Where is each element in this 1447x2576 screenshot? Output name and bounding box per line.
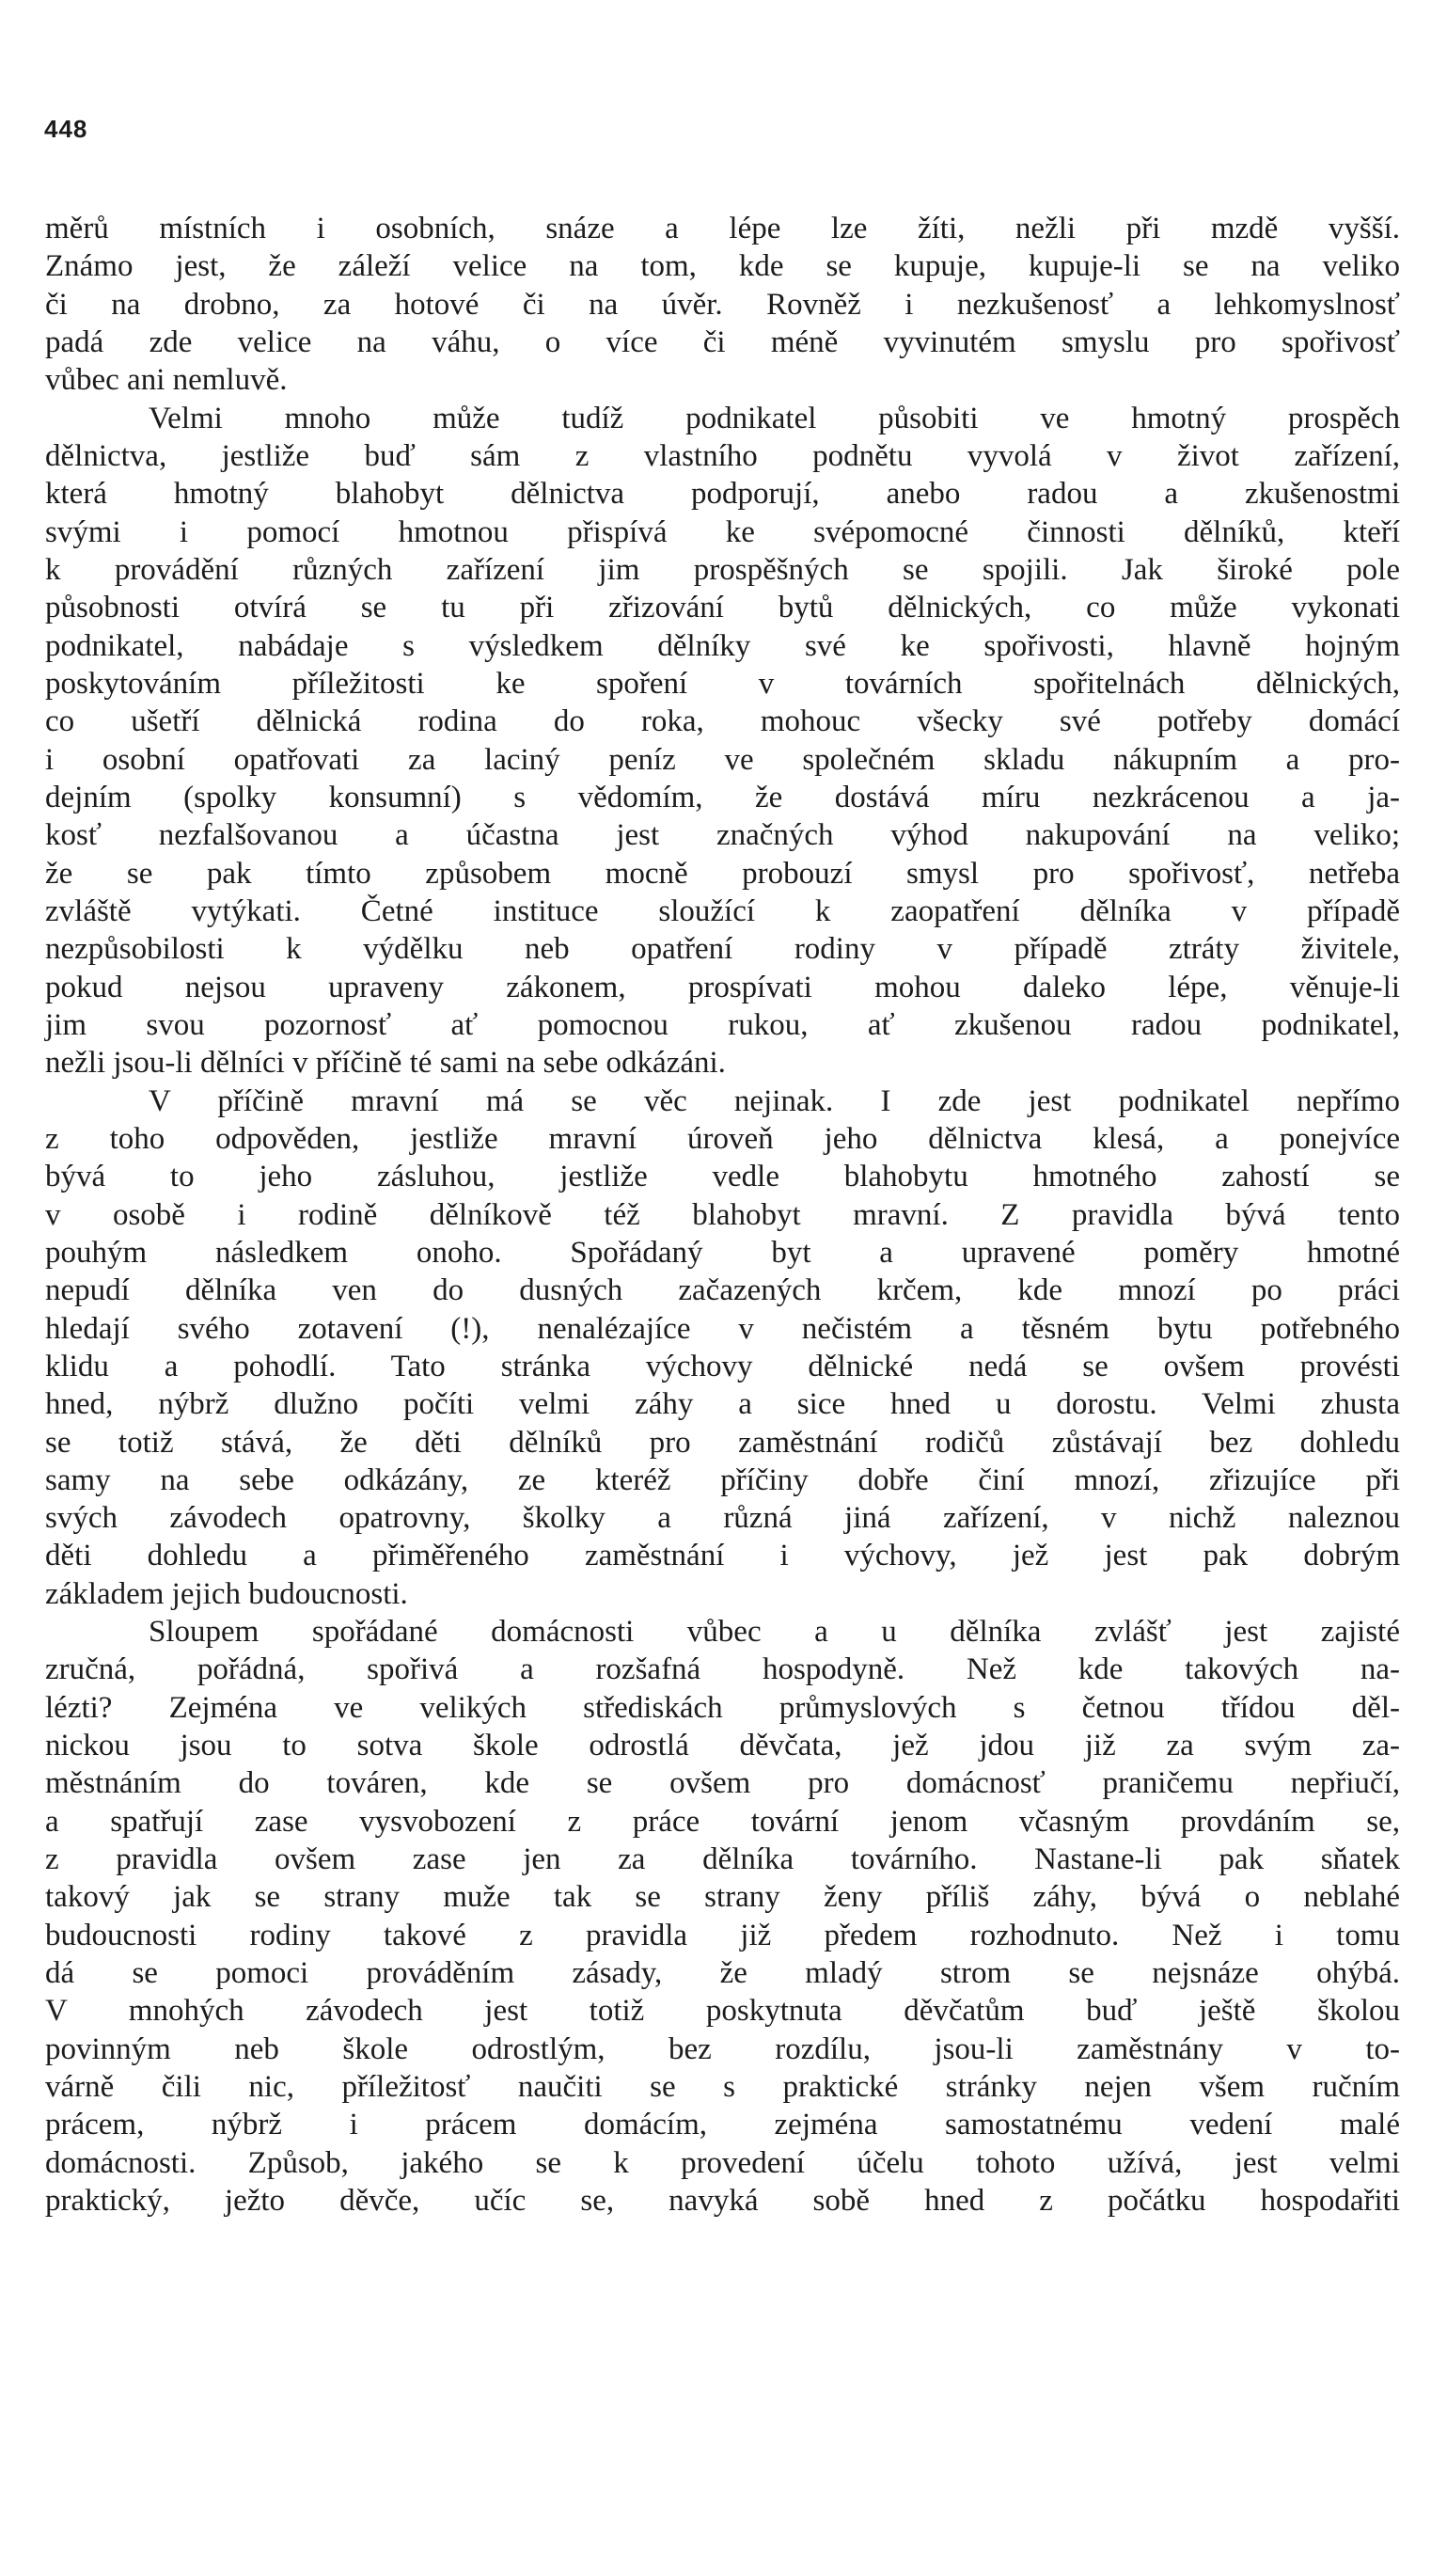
text-line: v osobě i rodině dělníkově též blahobyt mravní. Z pravidla bývá tento (45, 1197, 1400, 1232)
text-line: hned, nýbrž dlužno počíti velmi záhy a sice hned u dorostu. Velmi zhusta (45, 1387, 1400, 1422)
text-line: se totiž stává, že děti dělníků pro zaměstnání rodičů zůstávají bez dohledu (45, 1425, 1400, 1460)
text-line: zvláště vytýkati. Četné instituce sloužící k zaopatření dělníka v případě (45, 893, 1400, 928)
text-line: klidu a pohodlí. Tato stránka výchovy dělnické nedá se ovšem provésti (45, 1349, 1400, 1383)
text-line: nickou jsou to sotva škole odrostlá děvčata, jež jdou již za svým za- (45, 1729, 1400, 1763)
text-line: a spatřují zase vysvobození z práce tovární jenom včasným provdáním se, (45, 1804, 1400, 1839)
text-line: svých závodech opatrovny, školky a různá jiná zařízení, v nichž naleznou (45, 1501, 1400, 1536)
text-line: vůbec ani nemluvě. (45, 363, 288, 398)
text-line: várně čili nic, příležitosť naučiti se s praktické stránky nejen všem ručním (45, 2070, 1400, 2105)
paragraph (45, 400, 1400, 1083)
text-line: lézti? Zejména ve velikých střediskách průmyslových s četnou třídou děl- (45, 1690, 1400, 1725)
text-line: i osobní opatřovati za laciný peníz ve společném skladu nákupním a pro- (45, 742, 1400, 777)
text-line: budoucnosti rodiny takové z pravidla již předem rozhodnuto. Než i tomu (45, 1918, 1400, 1952)
text-line: dejním (spolky konsumní) s vědomím, že dostává míru nezkrácenou a ja- (45, 780, 1400, 814)
text-line: pouhým následkem onoho. Spořádaný byt a upravené poměry hmotné (45, 1235, 1400, 1270)
text-line: z toho odpověden, jestliže mravní úroveň jeho dělnictva klesá, a ponejvíce (45, 1121, 1400, 1156)
text-line: svými i pomocí hmotnou přispívá ke svépomocné činnosti dělníků, kteří (45, 514, 1400, 549)
text-line: či na drobno, za hotové či na úvěr. Rovněž i nezkušenosť a lehkomyslnosť (45, 287, 1400, 322)
text-line: co ušetří dělnická rodina do roka, mohouc všecky své potřeby domácí (45, 704, 1400, 739)
text-line: nežli jsou-li dělníci v příčině té sami na sebe odkázáni. (45, 1046, 726, 1081)
paragraph (45, 210, 1400, 400)
paragraph (45, 1083, 1400, 1614)
text-line: Sloupem spořádané domácnosti vůbec a u dělníka zvlášť jest zajisté (149, 1615, 1400, 1650)
text-line: nepudí dělníka ven do dusných začazených krčem, kde mnozí po práci (45, 1273, 1400, 1308)
text-line: domácnosti. Způsob, jakého se k provedení účelu tohoto užívá, jest velmi (45, 2145, 1400, 2180)
text-line: hledají svého zotavení (!), nenalézajíce v nečistém a těsném bytu potřebného (45, 1311, 1400, 1346)
text-line: působnosti otvírá se tu při zřizování bytů dělnických, co může vykonati (45, 591, 1400, 625)
text-line: kosť nezfalšovanou a účastna jest značných výhod nakupování na veliko; (45, 818, 1400, 853)
text-line: praktický, ježto děvče, učíc se, navyká sobě hned z počátku hospodařiti (45, 2184, 1400, 2219)
text-line: Velmi mnoho může tudíž podnikatel působiti ve hmotný prospěch (149, 401, 1400, 435)
text-line: Známo jest, že záleží velice na tom, kde se kupuje, kupuje-li se na veliko (45, 249, 1400, 284)
text-line: dělnictva, jestliže buď sám z vlastního podnětu vyvolá v život zařízení, (45, 438, 1400, 473)
text-line: padá zde velice na váhu, o více či méně vyvinutém smyslu pro spořivosť (45, 324, 1400, 359)
text-line: děti dohledu a přiměřeného zaměstnání i výchovy, jež jest pak dobrým (45, 1539, 1400, 1573)
text-line: podnikatel, nabádaje s výsledkem dělníky své ke spořivosti, hlavně hojným (45, 628, 1400, 663)
body-text (45, 210, 1400, 2220)
text-line: poskytováním příležitosti ke spoření v továrních spořitelnách dělnických, (45, 666, 1400, 701)
text-line: z pravidla ovšem zase jen za dělníka továrního. Nastane-li pak sňatek (45, 1842, 1400, 1877)
text-line: že se pak tímto způsobem mocně probouzí smysl pro spořivosť, netřeba (45, 856, 1400, 891)
text-line: povinným neb škole odrostlým, bez rozdílu, jsou-li zaměstnány v to- (45, 2031, 1400, 2066)
text-line: bývá to jeho zásluhou, jestliže vedle blahobytu hmotného zahostí se (45, 1160, 1400, 1194)
paragraph (45, 1613, 1400, 2220)
text-line: zručná, pořádná, spořivá a rozšafná hospodyně. Než kde takových na- (45, 1652, 1400, 1687)
text-line: prácem, nýbrž i prácem domácím, zejména samostatnému vedení malé (45, 2108, 1400, 2142)
text-line: takový jak se strany muže tak se strany ženy příliš záhy, bývá o neblahé (45, 1880, 1400, 1915)
text-line: nezpůsobilosti k výdělku neb opatření rodiny v případě ztráty živitele, (45, 932, 1400, 967)
text-line: V mnohých závodech jest totiž poskytnuta děvčatům buď ještě školou (45, 1994, 1400, 2029)
text-line: pokud nejsou upraveny zákonem, prospívati mohou daleko lépe, věnuje-li (45, 970, 1400, 1004)
text-line: základem jejich budoucnosti. (45, 1576, 408, 1611)
text-line: jim svou pozornosť ať pomocnou rukou, ať zkušenou radou podnikatel, (45, 1007, 1400, 1042)
text-line: měrů místních i osobních, snáze a lépe lze žíti, nežli při mzdě vyšší. (45, 212, 1400, 245)
text-line: V příčině mravní má se věc nejinak. I zde jest podnikatel nepřímo (149, 1083, 1400, 1118)
text-line: městnáním do továren, kde se ovšem pro domácnosť praničemu nepřiučí, (45, 1766, 1400, 1801)
text-line: která hmotný blahobyt dělnictva podporují, anebo radou a zkušenostmi (45, 477, 1400, 512)
text-line: dá se pomoci prováděním zásady, že mladý strom se nejsnáze ohýbá. (45, 1956, 1400, 1991)
text-line: k provádění různých zařízení jim prospěšných se spojili. Jak široké pole (45, 552, 1400, 587)
page-number: 448 (44, 115, 88, 143)
text-line: samy na sebe odkázány, ze kteréž příčiny dobře činí mnozí, zřizujíce při (45, 1462, 1400, 1497)
